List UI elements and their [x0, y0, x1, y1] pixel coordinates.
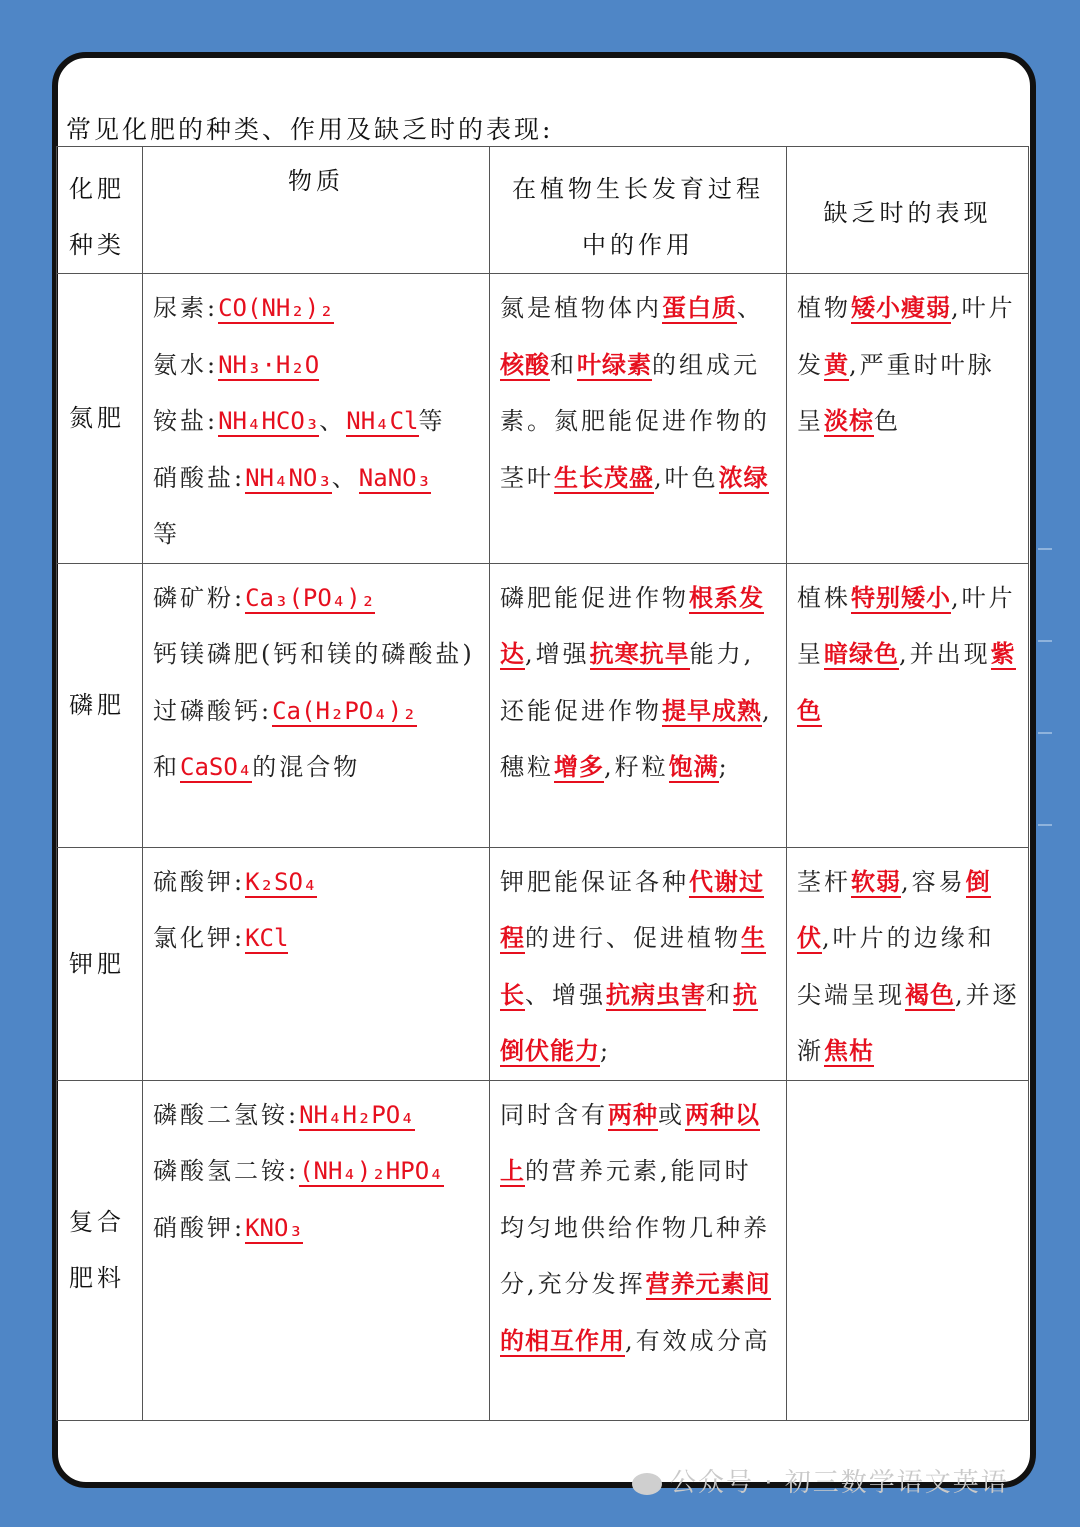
text-segment: ,有效成分高	[625, 1326, 771, 1355]
type-cell	[57, 1080, 143, 1420]
page-title: 常见化肥的种类、作用及缺乏时的表现:	[66, 115, 554, 144]
text-segment: 和	[706, 980, 733, 1009]
fertilizer-table	[56, 146, 1029, 1421]
text-segment: 同时含有	[500, 1100, 608, 1129]
wechat-icon	[632, 1473, 662, 1495]
substance-label: 硫酸钾:	[153, 867, 246, 896]
text-segment: 的营养元素,能同时均匀地供给作物几种养分,充分发挥	[500, 1157, 770, 1298]
role-cell	[490, 563, 787, 847]
answer-highlight: 代谢过程	[500, 867, 764, 952]
type-label: 肥料	[69, 1264, 125, 1292]
formula: NH₄NO₃	[245, 463, 332, 492]
answer-highlight: 抗病虫害	[606, 980, 706, 1009]
role-cell	[490, 847, 787, 1080]
deficiency-cell	[787, 847, 1029, 1080]
type-label: 磷肥	[69, 691, 125, 719]
text-segment: ,叶色	[654, 463, 719, 492]
formula: KNO₃	[245, 1213, 303, 1242]
substance-line	[153, 450, 481, 507]
substance-line	[153, 1143, 481, 1200]
text-segment: ,增强	[525, 640, 590, 668]
substance-label: 磷矿粉:	[153, 583, 246, 612]
edge-decoration	[1038, 548, 1052, 1008]
substance-cell	[143, 274, 490, 564]
answer-highlight: 叶绿素	[577, 350, 652, 379]
answer-highlight: 两种以上	[500, 1100, 760, 1185]
substance-label: 和	[153, 753, 180, 781]
substance-label: 过磷酸钙:	[153, 696, 273, 725]
text-segment: ;	[600, 1037, 612, 1065]
answer-highlight: 两种	[608, 1100, 658, 1129]
answer-highlight: 紫色	[797, 640, 1016, 725]
type-cell	[57, 563, 143, 847]
substance-line	[153, 506, 481, 563]
separator: 、	[331, 463, 359, 492]
substance-cell	[143, 847, 490, 1080]
type-label: 复合	[69, 1208, 125, 1236]
substance-line	[153, 280, 481, 337]
substance-line	[153, 854, 481, 911]
type-label: 钾肥	[69, 949, 125, 978]
answer-highlight: 特别矮小	[851, 583, 951, 612]
text-segment: ,并出现	[899, 640, 991, 668]
answer-highlight: 蛋白质	[662, 294, 737, 322]
header-substance: 物质	[143, 147, 490, 274]
substance-cell	[143, 1080, 490, 1420]
formula: NH₃·H₂O	[218, 350, 320, 379]
header-deficiency: 缺乏时的表现	[787, 147, 1029, 274]
separator: 、	[319, 407, 347, 435]
deficiency-cell	[787, 563, 1029, 847]
table-row	[57, 563, 1029, 847]
answer-highlight: 增多	[554, 753, 604, 781]
formula: NH₄HCO₃	[218, 407, 320, 435]
answer-highlight: 褐色	[905, 980, 955, 1009]
substance-label: 磷酸氢二铵:	[153, 1157, 300, 1185]
substance-label: 氨水:	[153, 350, 219, 379]
answer-highlight: 生长茂盛	[554, 463, 654, 492]
text-segment: ,并逐渐	[797, 980, 1020, 1065]
substance-label: 尿素:	[153, 294, 219, 322]
answer-highlight: 软弱	[851, 867, 901, 896]
answer-highlight: 倒伏	[797, 867, 991, 952]
substance-line	[153, 683, 481, 740]
text-segment: ,严重时叶脉呈	[797, 350, 995, 435]
substance-line	[153, 626, 481, 683]
answer-highlight: 抗寒抗旱	[589, 640, 690, 668]
formula: CaSO₄	[180, 753, 253, 781]
text-segment: ,穗粒	[500, 696, 773, 781]
text-segment: 钾肥能保证各种	[500, 867, 689, 896]
substance-label: 硝酸盐:	[153, 463, 246, 492]
type-cell	[57, 274, 143, 564]
text-segment: ,叶片发	[797, 294, 1016, 379]
substance-tail: 的混合物	[252, 753, 361, 781]
substance-line	[153, 910, 481, 967]
text-segment: ;	[718, 753, 730, 781]
text-segment: ,叶片呈	[797, 583, 1016, 668]
table-header-row	[57, 147, 1029, 274]
table-row	[57, 274, 1029, 564]
header-type: 化肥 种类	[57, 147, 143, 274]
answer-highlight: 提早成熟	[662, 696, 762, 725]
text-segment: ,籽粒	[604, 753, 669, 781]
answer-highlight: 生长	[500, 924, 766, 1009]
text-segment: 或	[658, 1100, 685, 1129]
answer-highlight: 饱满	[668, 753, 719, 781]
type-cell	[57, 847, 143, 1080]
substance-label: 磷酸二氢铵:	[153, 1100, 300, 1129]
substance-label: 硝酸钾:	[153, 1213, 246, 1242]
text-segment: 能力,还能促进作物	[500, 640, 755, 725]
formula: KCl	[245, 924, 289, 952]
formula: Ca(H₂PO₄)₂	[272, 696, 417, 725]
substance-line	[153, 337, 481, 394]
substance-line	[153, 739, 481, 796]
text-segment: ,叶片的边缘和尖端呈现	[797, 924, 995, 1009]
substance-line	[153, 1200, 481, 1257]
formula: NH₄H₂PO₄	[299, 1100, 415, 1129]
substance-line	[153, 1087, 481, 1144]
answer-highlight: 焦枯	[824, 1037, 874, 1065]
formula: NH₄Cl	[346, 407, 419, 435]
text-segment: 色	[874, 407, 901, 435]
answer-highlight: 浓绿	[718, 463, 769, 492]
substance-label: 等	[153, 520, 180, 548]
deficiency-cell	[787, 1080, 1029, 1420]
substance-label: 铵盐:	[153, 407, 219, 435]
formula: (NH₄)₂HPO₄	[299, 1157, 444, 1185]
text-segment: 磷肥能促进作物	[500, 583, 689, 612]
substance-line	[153, 393, 481, 450]
text-segment: ,容易	[901, 867, 966, 896]
substance-tail: 等	[418, 407, 446, 435]
text-segment: 的组成元素。氮肥能促进作物的茎叶	[500, 350, 770, 492]
answer-highlight: 核酸	[500, 350, 550, 379]
substance-line	[153, 570, 481, 627]
text-segment: 和	[550, 350, 577, 379]
substance-cell	[143, 563, 490, 847]
text-segment: 茎杆	[797, 867, 851, 896]
substance-label: 氯化钾:	[153, 924, 246, 952]
answer-highlight: 营养元素间的相互作用	[500, 1270, 771, 1355]
formula: Ca₃(PO₄)₂	[245, 583, 376, 612]
text-segment: 、增强	[525, 980, 606, 1009]
table-row	[57, 1080, 1029, 1420]
table-row	[57, 847, 1029, 1080]
text-segment: 的进行、促进植物	[525, 924, 741, 952]
formula: NaNO₃	[358, 463, 432, 492]
text-segment: 植株	[797, 583, 851, 612]
formula: K₂SO₄	[245, 867, 318, 896]
type-label: 氮肥	[69, 404, 125, 433]
answer-highlight: 根系发达	[500, 583, 764, 668]
answer-highlight: 黄	[824, 350, 849, 379]
answer-highlight: 暗绿色	[824, 640, 899, 668]
header-role: 在植物生长发育过程 中的作用	[490, 147, 787, 274]
answer-highlight: 淡棕	[824, 407, 874, 435]
deficiency-cell	[787, 274, 1029, 564]
answer-highlight: 矮小瘦弱	[851, 294, 951, 322]
role-cell	[490, 274, 787, 564]
text-segment: 植物	[797, 294, 851, 322]
text-segment: 氮是植物体内	[500, 294, 662, 322]
answer-highlight: 抗倒伏能力	[500, 980, 758, 1065]
substance-label: 钙镁磷肥(钙和镁的磷酸盐)	[153, 640, 475, 668]
formula: CO(NH₂)₂	[218, 294, 334, 322]
text-segment: 、	[737, 294, 764, 322]
role-cell	[490, 1080, 787, 1420]
watermark: 公众号 · 初三数学语文英语	[632, 1462, 1009, 1499]
